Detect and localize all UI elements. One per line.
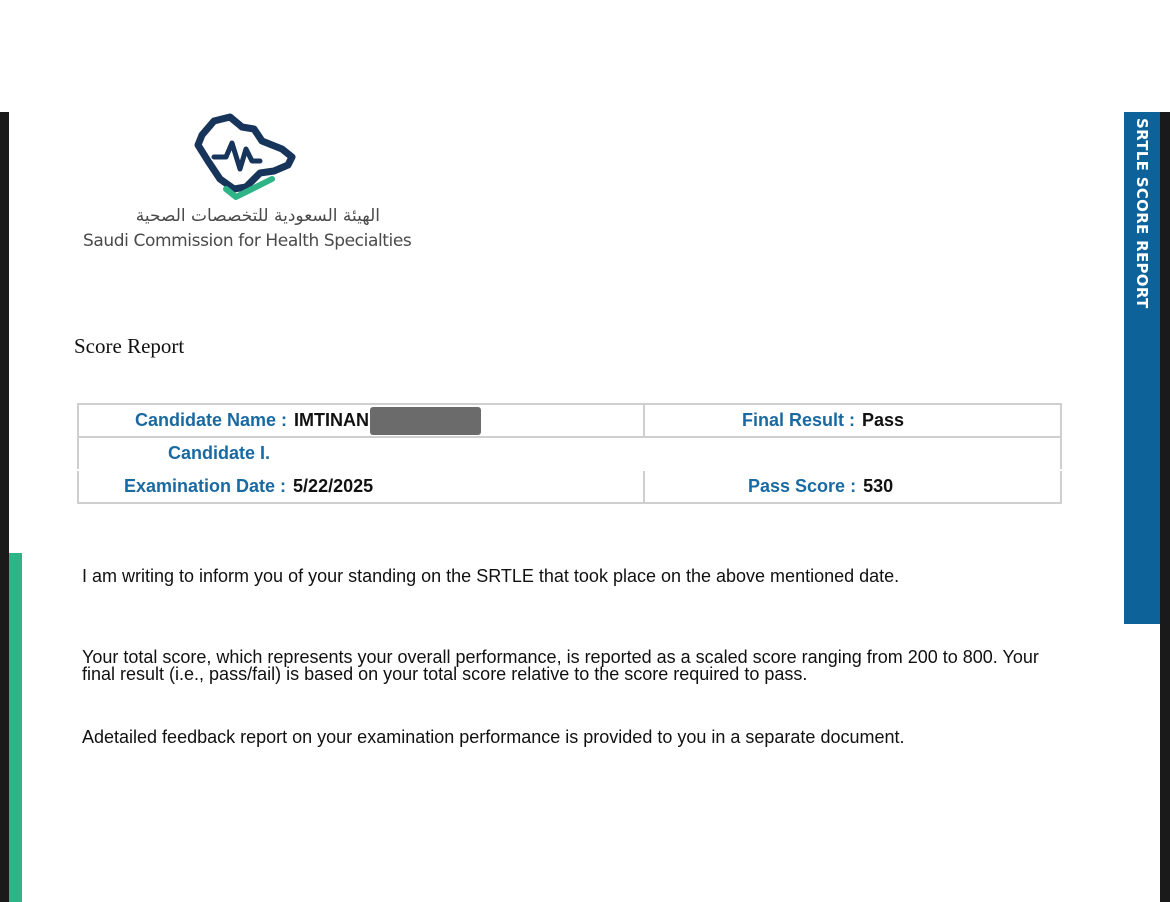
table-row: [78, 470, 1061, 503]
candidate-info-table: [77, 403, 1062, 504]
final-result-label: Final Result :: [742, 410, 856, 430]
pass-score-cell: [644, 470, 1061, 503]
page-right-edge: [1160, 112, 1170, 902]
org-name-english: Saudi Commission for Health Specialties: [83, 231, 412, 251]
paragraph-score-explanation: Your total score, which represents your overall performance, is reported as a scaled score ranging from 200 to 800. Your final result (i.e., pass/fail) is based on your total score relative to the score required to pass.: [82, 647, 1039, 684]
final-result-value: Pass: [862, 410, 905, 430]
candidate-id-cell: [78, 437, 644, 470]
pass-score-value: 530: [863, 476, 894, 496]
candidate-name-label: Candidate Name :: [135, 410, 288, 430]
candidate-name-value: IMTINAN: [294, 410, 370, 430]
final-result-cell: [644, 404, 1061, 437]
green-accent-bar: [9, 553, 22, 902]
pass-score-label: Pass Score :: [748, 476, 857, 496]
paragraph-intro: I am writing to inform you of your standing on the SRTLE that took place on the above mentioned date.: [82, 566, 900, 586]
candidate-name-cell: [78, 404, 644, 437]
scfhs-logo-icon: [190, 113, 300, 203]
table-row: [78, 404, 1061, 437]
redaction-block: [370, 407, 481, 435]
empty-cell: [644, 437, 1061, 470]
candidate-id-label: Candidate I.: [168, 443, 271, 463]
exam-date-label: Examination Date :: [124, 476, 287, 496]
org-name-arabic: الهيئة السعودية للتخصصات الصحية: [135, 206, 380, 226]
paragraph-feedback: Adetailed feedback report on your examination performance is provided to you in a separate document.: [82, 727, 905, 747]
exam-date-value: 5/22/2025: [293, 476, 374, 496]
exam-date-cell: [78, 470, 644, 503]
table-row: [78, 437, 1061, 470]
document-title: Score Report: [74, 334, 185, 358]
side-tab: [1124, 112, 1160, 624]
side-tab-label: SRTLE SCORE REPORT: [1133, 118, 1151, 309]
page-left-edge: [0, 112, 9, 902]
